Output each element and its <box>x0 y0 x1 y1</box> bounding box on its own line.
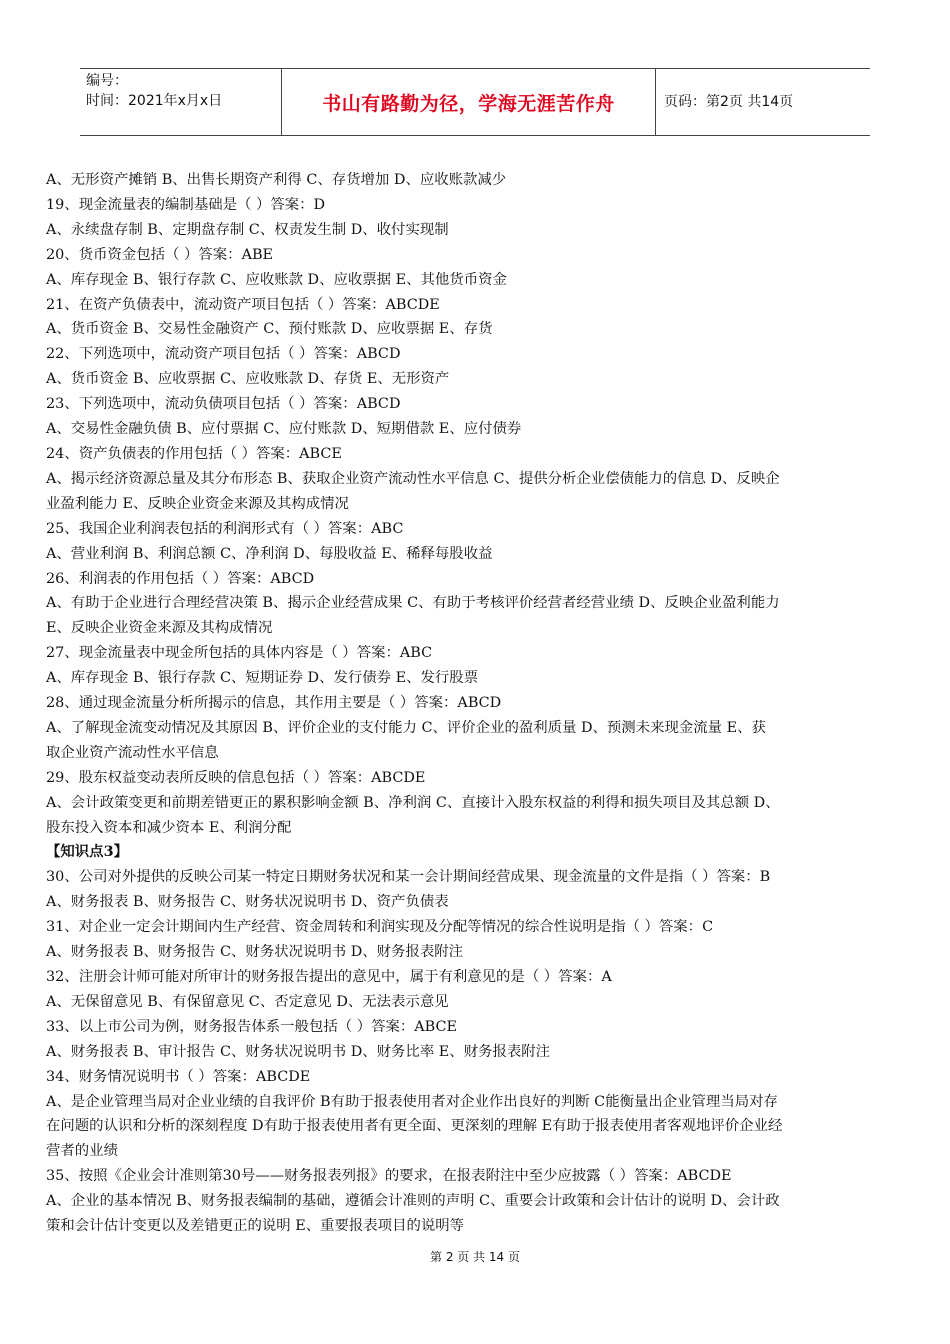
document-number: 编号： <box>86 73 128 89</box>
text-line: 27、现金流量表中现金所包括的具体内容是（ ）答案：ABC <box>46 645 433 662</box>
text-line: A、营业利润 B、利润总额 C、净利润 D、每股收益 E、稀释每股收益 <box>46 545 493 562</box>
text-line: A、无保留意见 B、有保留意见 C、否定意见 D、无法表示意见 <box>46 993 449 1010</box>
header-meta <box>80 69 282 135</box>
text-line: E、反映企业资金来源及其构成情况 <box>46 620 273 637</box>
text-line: 33、以上市公司为例，财务报告体系一般包括（ ）答案：ABCE <box>46 1018 458 1035</box>
text-line: A、会计政策变更和前期差错更正的累积影响金额 B、净利润 C、直接计入股东权益的利得和损失项目及其总额 D、 <box>46 794 780 811</box>
text-line: A、了解现金流变动情况及其原因 B、评价企业的支付能力 C、评价企业的盈利质量 D、预测未来现金流量 E、获 <box>46 719 766 736</box>
text-line: A、库存现金 B、银行存款 C、应收账款 D、应收票据 E、其他货币资金 <box>46 271 507 288</box>
text-line: A、货币资金 B、交易性金融资产 C、预付账款 D、应收票据 E、存货 <box>46 321 493 338</box>
text-line: 19、现金流量表的编制基础是（ ）答案：D <box>46 196 326 213</box>
text-line: A、是企业管理当局对企业业绩的自我评价 B有助于报表使用者对企业作出良好的判断 C能衡量出企业管理当局对存 <box>46 1093 778 1110</box>
header-motto-cell <box>282 69 656 135</box>
page-header <box>80 68 870 136</box>
text-line: A、财务报表 B、审计报告 C、财务状况说明书 D、财务比率 E、财务报表附注 <box>46 1043 551 1060</box>
text-line: 32、注册会计师可能对所审计的财务报告提出的意见中，属于有利意见的是（ ）答案：A <box>46 969 612 985</box>
text-line: 34、财务情况说明书（ ）答案：ABCDE <box>46 1068 311 1085</box>
text-line: 策和会计估计变更以及差错更正的说明 E、重要报表项目的说明等 <box>46 1218 465 1235</box>
text-line: 30、公司对外提供的反映公司某一特定日期财务状况和某一会计期间经营成果、现金流量的文件是指（ ）答案：B <box>46 869 771 886</box>
text-line: 营者的业绩 <box>46 1143 118 1160</box>
text-line: 23、下列选项中，流动负债项目包括（ ）答案：ABCD <box>46 396 401 413</box>
text-line: 在问题的认识和分析的深刻程度 D有助于报表使用者有更全面、更深刻的理解 E有助于报表使用者客观地评价企业经 <box>46 1118 783 1135</box>
text-line: 22、下列选项中，流动资产项目包括（ ）答案：ABCD <box>46 346 401 363</box>
text-line: A、财务报表 B、财务报告 C、财务状况说明书 D、资产负债表 <box>46 894 449 911</box>
text-line: 股东投入资本和减少资本 E、利润分配 <box>46 819 292 836</box>
text-line: A、交易性金融负债 B、应付票据 C、应付账款 D、短期借款 E、应付债券 <box>46 421 522 438</box>
text-line: 25、我国企业利润表包括的利润形式有（ ）答案：ABC <box>46 520 404 537</box>
document-body <box>46 168 906 1239</box>
text-line: 28、通过现金流量分析所揭示的信息，其作用主要是（ ）答案：ABCD <box>46 695 502 712</box>
text-line: 取企业资产流动性水平信息 <box>46 744 219 761</box>
page-footer: 第 2 页 共 14 页 <box>430 1250 520 1264</box>
text-line: A、揭示经济资源总量及其分布形态 B、获取企业资产流动性水平信息 C、提供分析企业偿债能力的信息 D、反映企 <box>46 470 780 487</box>
text-line: 35、按照《企业会计准则第30号——财务报表列报》的要求，在报表附注中至少应披露（ ）答案：ABCDE <box>46 1168 732 1185</box>
text-line: A、企业的基本情况 B、财务报表编制的基础，遵循会计准则的声明 C、重要会计政策和会计估计的说明 D、会计政 <box>46 1193 780 1210</box>
text-line: A、财务报表 B、财务报告 C、财务状况说明书 D、财务报表附注 <box>46 944 464 961</box>
text-line: 业盈利能力 E、反映企业资金来源及其构成情况 <box>46 495 349 512</box>
header-page-cell <box>656 69 870 135</box>
text-line: 26、利润表的作用包括（ ）答案：ABCD <box>46 570 315 587</box>
document-time: 时间：2021年x月x日 <box>86 93 223 109</box>
text-line: A、永续盘存制 B、定期盘存制 C、权责发生制 D、收付实现制 <box>46 221 449 238</box>
text-line: A、有助于企业进行合理经营决策 B、揭示企业经营成果 C、有助于考核评价经营者经营业绩 D、反映企业盈利能力 <box>46 595 780 612</box>
section-heading: 【知识点3】 <box>46 843 128 861</box>
text-line: 21、在资产负债表中，流动资产项目包括（ ）答案：ABCDE <box>46 296 440 313</box>
text-line: 24、资产负债表的作用包括（ ）答案：ABCE <box>46 445 342 462</box>
text-line: 29、股东权益变动表所反映的信息包括（ ）答案：ABCDE <box>46 769 426 786</box>
motto: 书山有路勤为径，学海无涯苦作舟 <box>322 92 615 115</box>
text-line: A、库存现金 B、银行存款 C、短期证券 D、发行债券 E、发行股票 <box>46 670 479 687</box>
text-line: A、货币资金 B、应收票据 C、应收账款 D、存货 E、无形资产 <box>46 371 450 388</box>
text-line: 20、货币资金包括（ ）答案：ABE <box>46 246 274 263</box>
text-line: A、无形资产摊销 B、出售长期资产利得 C、存货增加 D、应收账款减少 <box>46 172 507 188</box>
header-page-number: 页码：第2页 共14页 <box>664 94 794 110</box>
text-line: 31、对企业一定会计期间内生产经营、资金周转和利润实现及分配等情况的综合性说明是指（ ）答案：C <box>46 919 714 936</box>
